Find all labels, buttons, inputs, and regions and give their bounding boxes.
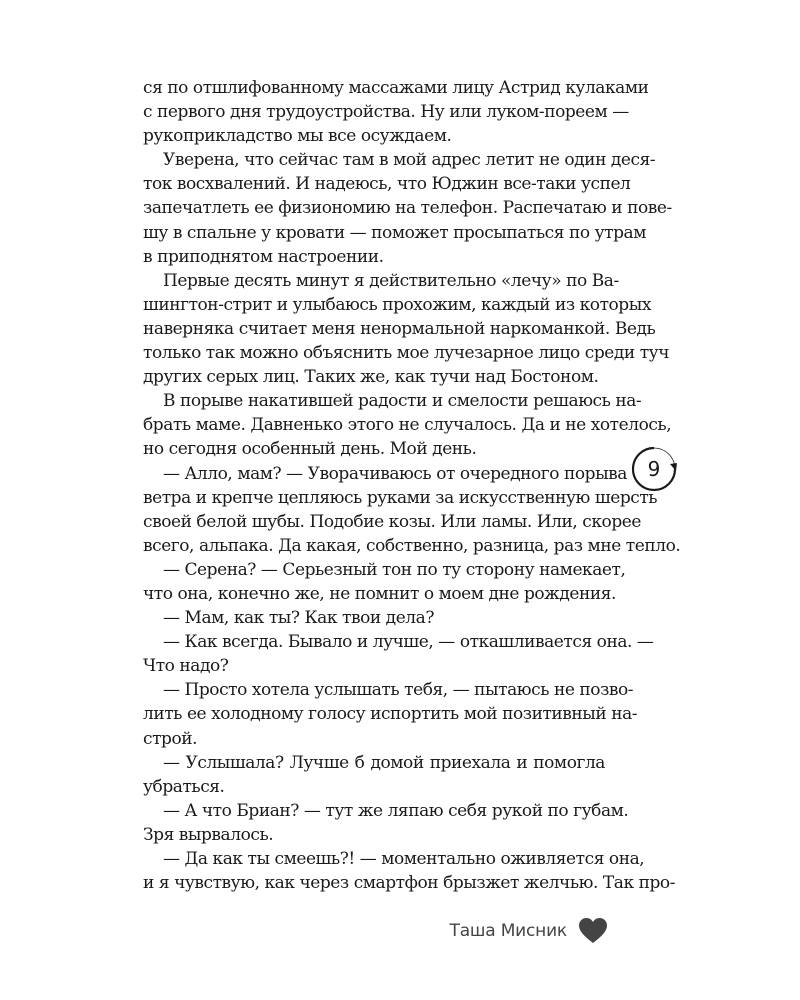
text-line: своей белой шубы. Подобие козы. Или ламы. Или, скорее [143,511,641,532]
text-line: — Да как ты смеешь?! — моментально оживляется она, [163,849,645,869]
text-line: Зря вырвалось. [143,824,274,845]
text-line: всего, альпака. Да какая, собственно, разница, раз мне тепло. [143,535,681,556]
text-line: запечатлеть ее физиономию на телефон. Распечатаю и пове- [143,198,672,219]
text-line: рукоприкладство мы все осуждаем. [143,126,452,147]
text-line: — Услышала? Лучше б домой приехала и помогла [163,752,605,773]
text-line: лить ее холодному голосу испортить мой позитивный на- [143,704,638,725]
body-text [143,76,681,895]
text-line: только так можно объяснить мое лучезарное лицо среди туч [143,343,670,364]
text-line: шингтон-стрит и улыбаюсь прохожим, каждый из которых [143,294,651,315]
text-line: В порыве накатившей радости и смелости решаюсь на- [163,391,642,412]
text-line: брать маме. Давненько этого не случалось. Да и не хотелось, [143,415,672,436]
text-line: Что надо? [143,656,229,677]
text-line: Уверена, что сейчас там в мой адрес летит не один деся- [163,150,656,171]
text-line: наверняка считает меня ненормальной наркоманкой. Ведь [143,318,656,339]
text-line: — Просто хотела услышать тебя, — пытаюсь не позво- [163,680,634,701]
page-number-badge [630,445,678,493]
text-line: — Как всегда. Бывало и лучше, — откашливается она. — [163,632,654,653]
text-line: в приподнятом настроении. [143,246,384,267]
text-line: и я чувствую, как через смартфон брызжет желчью. Так про- [143,873,676,894]
text-line: ветра и крепче цепляюсь руками за искусственную шерсть [143,487,658,508]
heart-icon [579,918,607,944]
text-line: с первого дня трудоустройства. Ну или луком-пореем — [143,102,629,123]
text-line: что она, конечно же, не помнит о моем дне рождения. [143,583,616,604]
text-line: — Мам, как ты? Как твои дела? [163,608,435,629]
text-line: других серых лиц. Таких же, как тучи над Бостоном. [143,367,599,388]
text-line: убраться. [143,776,225,797]
page-number: 9 [647,457,661,481]
author-name: Таша Мисник [449,921,567,941]
text-line: строй. [143,728,198,749]
text-line: — А что Бриан? — тут же ляпаю себя рукой по губам. [163,800,629,821]
text-line: но сегодня особенный день. Мой день. [143,439,477,460]
text-line: ся по отшлифованному массажами лицу Астрид кулаками [143,78,649,98]
text-line: — Алло, мам? — Уворачиваюсь от очередного порыва [163,463,627,484]
text-line: Первые десять минут я действительно «лечу» по Ва- [163,270,619,291]
text-line: — Серена? — Серьезный тон по ту сторону намекает, [163,559,626,580]
text-line: ток восхвалений. И надеюсь, что Юджин все-таки успел [143,174,631,195]
text-line: шу в спальне у кровати — поможет просыпаться по утрам [143,222,646,243]
running-footer [450,918,607,944]
